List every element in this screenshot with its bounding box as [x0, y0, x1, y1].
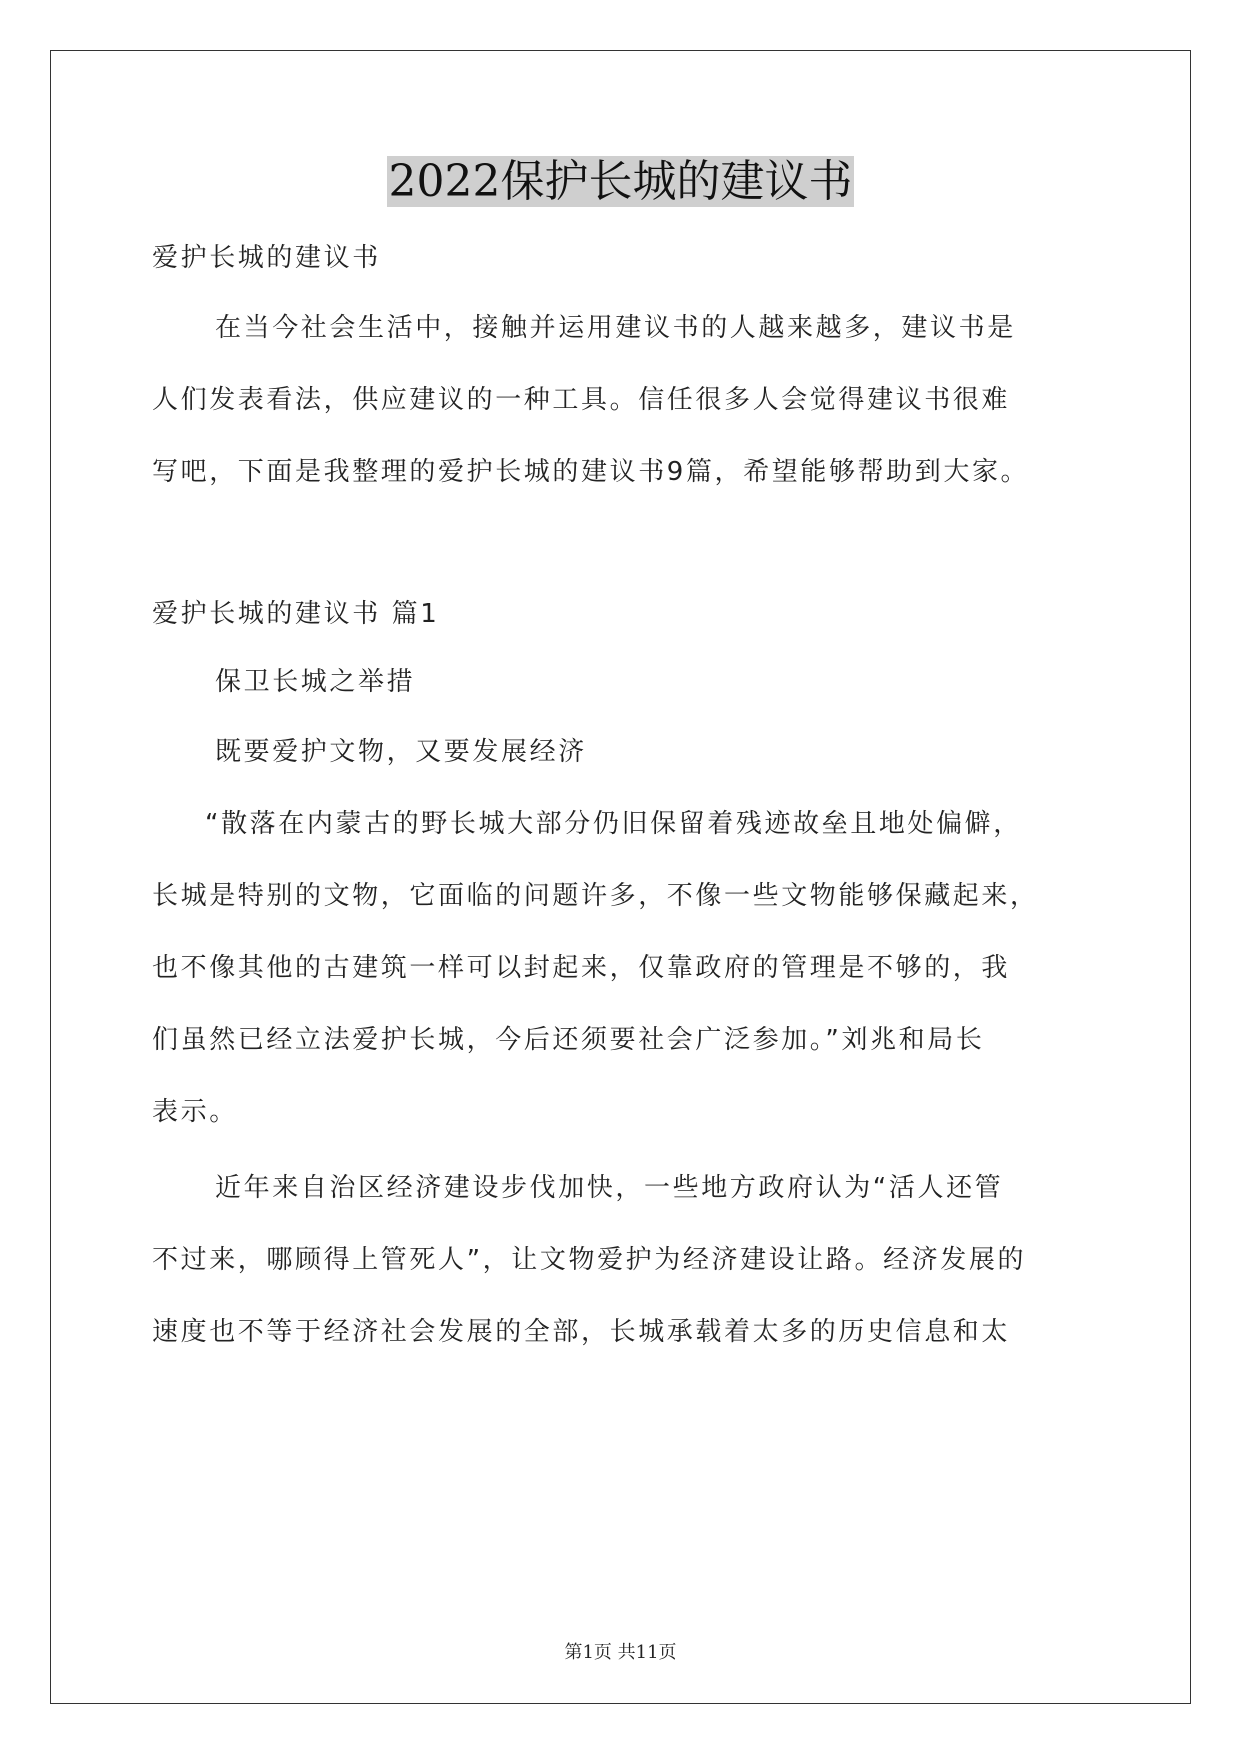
document-title: 2022保护长城的建议书 [388, 156, 853, 207]
paragraph-line: 速度也不等于经济社会发展的全部，长城承载着太多的历史信息和太 [152, 1317, 1011, 1347]
paragraph-line: 长城是特别的文物，它面临的问题许多，不像一些文物能够保藏起来， [152, 881, 1039, 911]
paragraph-line: 不过来，哪顾得上管死人”，让文物爱护为经济建设让路。经济发展的 [152, 1245, 1027, 1275]
paragraph-line: 近年来自治区经济建设步伐加快，一些地方政府认为“活人还管 [215, 1173, 1004, 1203]
page-footer: 第1页 共11页 [564, 1642, 677, 1663]
paragraph-line: 保卫长城之举措 [215, 667, 416, 697]
paragraph-line: 在当今社会生活中，接触并运用建议书的人越来越多，建议书是 [215, 313, 1016, 343]
page-border [50, 50, 1191, 1704]
paragraph-line: “散落在内蒙古的野长城大部分仍旧保留着残迹故垒且地处偏僻， [205, 809, 1022, 839]
paragraph-line: 写吧，下面是我整理的爱护长城的建议书9篇，希望能够帮助到大家。 [152, 457, 1030, 487]
paragraph-line: 们虽然已经立法爱护长城，今后还须要社会广泛参加。”刘兆和局长 [152, 1025, 985, 1055]
paragraph-line: 既要爱护文物，又要发展经济 [215, 737, 587, 767]
paragraph-line: 人们发表看法，供应建议的一种工具。信任很多人会觉得建议书很难 [152, 385, 1011, 415]
paragraph-line: 也不像其他的古建筑一样可以封起来，仅靠政府的管理是不够的，我 [152, 953, 1011, 983]
section-heading: 爱护长城的建议书 篇1 [152, 599, 440, 629]
paragraph-line: 表示。 [152, 1097, 238, 1127]
heading-line: 爱护长城的建议书 [152, 243, 381, 273]
